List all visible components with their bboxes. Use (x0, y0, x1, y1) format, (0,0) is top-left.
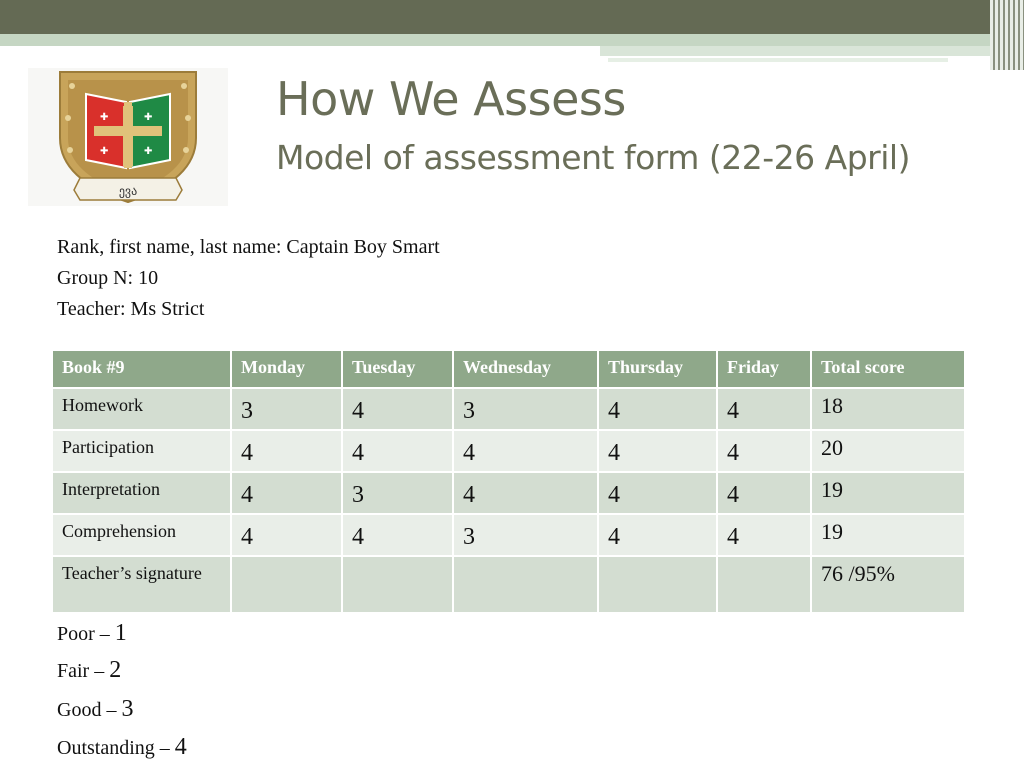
scale-label: Poor – (57, 623, 115, 645)
total-cell: 20 (811, 430, 965, 472)
score-cell: 4 (598, 430, 717, 472)
signature-cell (717, 556, 811, 613)
scale-label: Good – (57, 699, 122, 721)
signature-cell (342, 556, 453, 613)
scale-item-good (57, 696, 133, 723)
scale-item-poor (57, 620, 127, 647)
top-stripe-tertiary (608, 58, 948, 62)
scale-value: 1 (114, 620, 127, 646)
column-header-monday: Monday (231, 350, 342, 388)
score-cell: 4 (342, 514, 453, 556)
table-row (52, 514, 965, 556)
top-bar (0, 0, 1024, 34)
score-cell: 4 (231, 472, 342, 514)
score-cell: 4 (717, 430, 811, 472)
column-header-total-score: Total score (811, 350, 965, 388)
total-cell: 19 (811, 514, 965, 556)
column-header-friday: Friday (717, 350, 811, 388)
score-cell: 4 (598, 514, 717, 556)
score-cell: 4 (342, 388, 453, 430)
score-cell: 4 (453, 430, 598, 472)
scale-item-outstanding (57, 734, 187, 761)
table-row (52, 472, 965, 514)
assessment-table (51, 349, 966, 614)
scale-value: 4 (174, 734, 187, 760)
scale-item-fair (57, 657, 121, 684)
score-cell: 3 (453, 514, 598, 556)
row-label: Homework (52, 388, 231, 430)
score-cell: 4 (717, 388, 811, 430)
score-cell: 4 (342, 430, 453, 472)
row-label: Interpretation (52, 472, 231, 514)
score-cell: 3 (453, 388, 598, 430)
score-cell: 4 (598, 388, 717, 430)
scale-label: Outstanding – (57, 737, 175, 759)
student-name: Rank, first name, last name: Captain Boy Smart (57, 236, 440, 258)
scale-label: Fair – (57, 660, 110, 682)
university-crest-logo (28, 68, 228, 206)
score-cell: 4 (231, 514, 342, 556)
column-header-thursday: Thursday (598, 350, 717, 388)
scale-value: 2 (109, 657, 122, 683)
score-cell: 4 (598, 472, 717, 514)
top-stripe (0, 34, 1024, 46)
score-cell: 4 (717, 472, 811, 514)
score-cell: 4 (717, 514, 811, 556)
teacher-name: Teacher: Ms Strict (57, 298, 205, 320)
table-header-row (52, 350, 965, 388)
row-label: Comprehension (52, 514, 231, 556)
svg-text:✚: ✚ (144, 112, 153, 123)
total-cell: 19 (811, 472, 965, 514)
score-cell: 3 (231, 388, 342, 430)
column-header-tuesday: Tuesday (342, 350, 453, 388)
page-subtitle: Model of assessment form (22-26 April) (276, 138, 910, 177)
svg-text:✚: ✚ (144, 146, 153, 157)
table-row (52, 430, 965, 472)
signature-cell (453, 556, 598, 613)
column-header-book: Book #9 (52, 350, 231, 388)
signature-cell (231, 556, 342, 613)
score-cell: 4 (231, 430, 342, 472)
score-cell: 4 (453, 472, 598, 514)
row-label: Participation (52, 430, 231, 472)
svg-text:ევა: ევა (118, 184, 138, 198)
svg-text:✚: ✚ (100, 146, 109, 157)
column-header-wednesday: Wednesday (453, 350, 598, 388)
group-number: Group N: 10 (57, 267, 159, 289)
signature-cell (598, 556, 717, 613)
table-row (52, 556, 965, 613)
total-cell: 76 /95% (811, 556, 965, 613)
scale-value: 3 (121, 696, 134, 722)
top-stripe-secondary (600, 46, 1024, 56)
score-cell: 3 (342, 472, 453, 514)
total-cell: 18 (811, 388, 965, 430)
row-label: Teacher’s signature (52, 556, 231, 613)
svg-text:✚: ✚ (100, 112, 109, 123)
corner-decoration (990, 0, 1024, 70)
page-title: How We Assess (276, 72, 626, 126)
table-row (52, 388, 965, 430)
